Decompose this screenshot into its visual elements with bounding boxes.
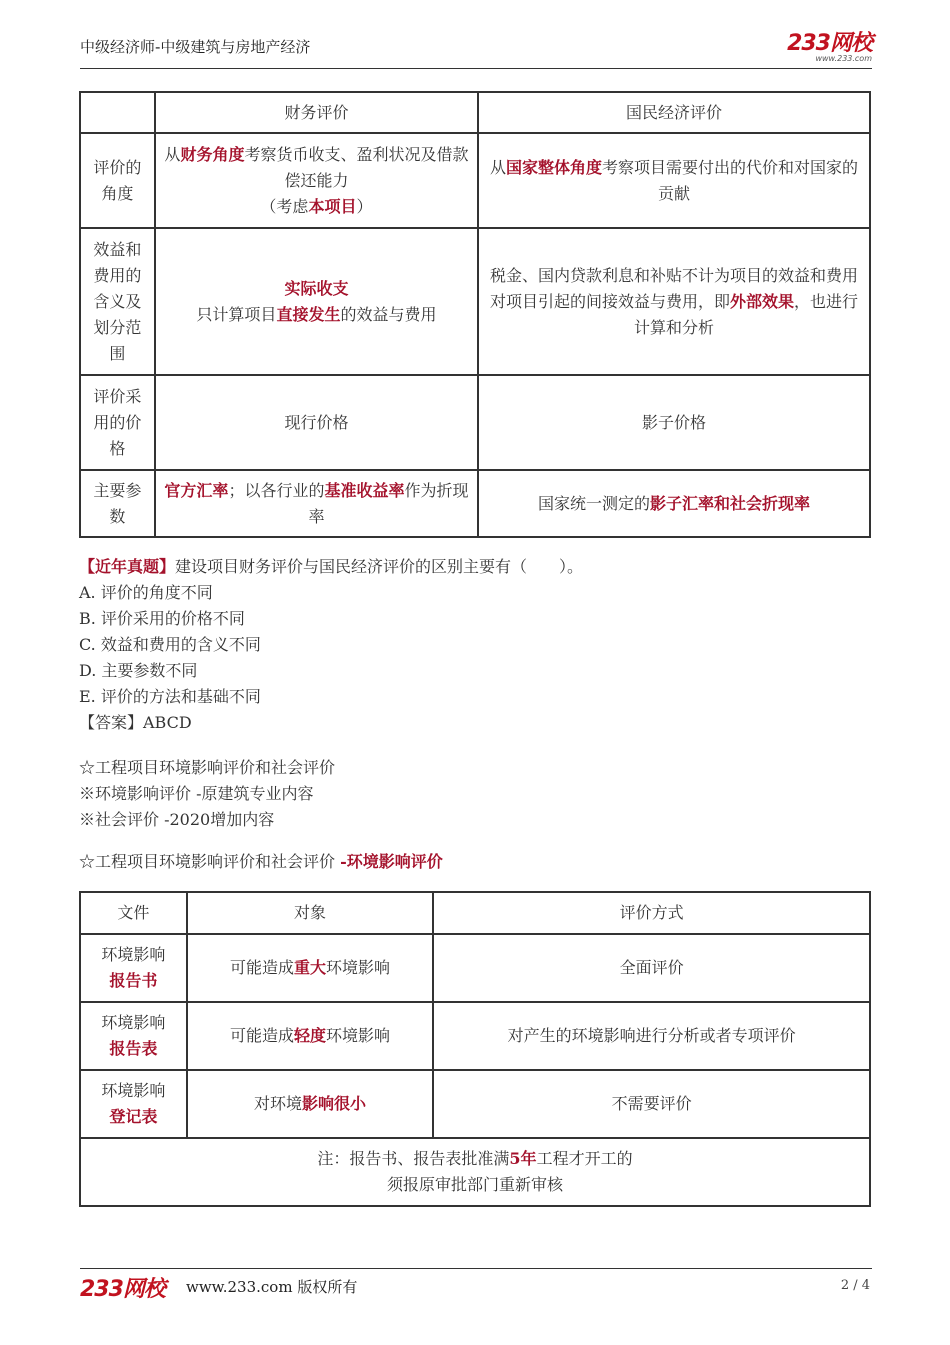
header-divider: [80, 68, 872, 69]
financial-cell: 现行价格: [155, 375, 478, 470]
financial-cell: [155, 470, 478, 537]
table-row: [80, 1002, 870, 1070]
national-cell: [478, 228, 870, 375]
text: 的效益与费用: [340, 304, 437, 324]
row-label: 效益和费用的含义及划分范围: [80, 228, 155, 375]
highlight: 影子汇率和社会折现率: [650, 493, 811, 513]
logo-mark: 233网校: [787, 31, 872, 56]
header-cell-national: 国民经济评价: [478, 92, 870, 133]
object-cell: [187, 1070, 433, 1138]
environment-assessment-table: [79, 891, 871, 1207]
note-cell: [80, 1138, 870, 1206]
text: ，也进行计算和分析: [634, 291, 859, 337]
text: 工程才开工的: [536, 1149, 633, 1168]
section-notes: [79, 755, 335, 833]
question-tag: 【近年真题】: [79, 557, 176, 576]
text: 税金、国内贷款利息和补贴不计为项目的效益和费用: [490, 265, 859, 285]
highlight: 轻度: [293, 1026, 326, 1045]
option-b: B. 评价采用的价格不同: [79, 609, 245, 628]
option-a: A. 评价的角度不同: [79, 583, 213, 602]
text: ）: [356, 196, 373, 216]
text: 注：报告书、报告表批准满: [317, 1149, 510, 1168]
text: 可能造成: [229, 1026, 294, 1045]
file-cell: [80, 1002, 187, 1070]
section-line: ※环境影响评价 -原建筑专业内容: [79, 784, 314, 803]
text: 可能造成: [229, 958, 294, 977]
text: ；以各行业的: [228, 480, 325, 500]
highlight: 外部效果: [730, 291, 795, 311]
highlight: 影响很小: [301, 1094, 366, 1113]
highlight: 直接发生: [276, 304, 341, 324]
highlight: 官方汇率: [164, 480, 229, 500]
header-cell-object: 对象: [187, 892, 433, 934]
footer-divider: [80, 1268, 872, 1269]
text: 国家统一测定的: [538, 493, 651, 513]
method-cell: 不需要评价: [433, 1070, 870, 1138]
table-row: [80, 133, 870, 228]
highlight: 基准收益率: [324, 480, 405, 500]
table-header-row: [80, 92, 870, 133]
section-title: [79, 849, 443, 875]
financial-cell: [155, 228, 478, 375]
highlight: 报告表: [109, 1039, 158, 1058]
header-cell-file: 文件: [80, 892, 187, 934]
row-label: 主要参数: [80, 470, 155, 537]
option-e: E. 评价的方法和基础不同: [79, 687, 261, 706]
highlight: 5年: [509, 1149, 537, 1168]
table-row: [80, 228, 870, 375]
national-cell: [478, 470, 870, 537]
footer-copyright: www.233.com 版权所有: [186, 1278, 358, 1296]
text: 考察货币收支、盈利状况及借款偿还能力: [244, 144, 469, 190]
national-cell: 影子价格: [478, 375, 870, 470]
section-line: ☆工程项目环境影响评价和社会评价: [79, 758, 336, 777]
text: 环境影响: [325, 1026, 390, 1045]
option-c: C. 效益和费用的含义不同: [79, 635, 261, 654]
header-cell-financial: 财务评价: [155, 92, 478, 133]
text: 对环境: [253, 1094, 302, 1113]
comparison-table: [79, 91, 871, 538]
text: 须报原审批部门重新审核: [386, 1175, 563, 1194]
method-cell: 全面评价: [433, 934, 870, 1002]
answer: 【答案】ABCD: [79, 713, 192, 732]
highlight: 登记表: [109, 1107, 158, 1126]
national-cell: [478, 133, 870, 228]
text: 只计算项目: [196, 304, 277, 324]
highlight: 实际收支: [284, 278, 349, 298]
highlight: 国家整体角度: [506, 157, 603, 177]
question-block: [79, 554, 583, 736]
text: 环境影响: [101, 1013, 166, 1032]
row-label: 评价采用的价格: [80, 375, 155, 470]
highlight: 本项目: [308, 196, 357, 216]
question-text: 建设项目财务评价与国民经济评价的区别主要有（ ）。: [175, 557, 584, 576]
table-row: [80, 375, 870, 470]
text: 环境影响: [101, 945, 166, 964]
text: 对项目引起的间接效益与费用，即: [489, 291, 730, 311]
object-cell: [187, 934, 433, 1002]
table-row: [80, 470, 870, 537]
section-line: ※社会评价 -2020增加内容: [79, 810, 275, 829]
highlight: 报告书: [109, 971, 158, 990]
financial-cell: [155, 133, 478, 228]
page-number: 2 / 4: [840, 1278, 870, 1293]
file-cell: [80, 934, 187, 1002]
table-note-row: [80, 1138, 870, 1206]
section-title-text: ☆工程项目环境影响评价和社会评价: [79, 852, 341, 871]
table-header-row: [80, 892, 870, 934]
row-label: 评价的角度: [80, 133, 155, 228]
highlight: 重大: [293, 958, 326, 977]
text: 从: [489, 157, 506, 177]
text: 作为折现率: [308, 480, 469, 526]
text: 环境影响: [325, 958, 390, 977]
section-title-highlight: -环境影响评价: [340, 852, 443, 871]
method-cell: 对产生的环境影响进行分析或者专项评价: [433, 1002, 870, 1070]
header-cell-method: 评价方式: [433, 892, 870, 934]
brand-logo[interactable]: [787, 26, 872, 63]
text: （考虑: [260, 196, 309, 216]
text: 考察项目需要付出的代价和对国家的贡献: [602, 157, 859, 203]
table-row: [80, 934, 870, 1002]
file-cell: [80, 1070, 187, 1138]
table-row: [80, 1070, 870, 1138]
footer-logo[interactable]: 233网校: [80, 1277, 165, 1302]
text: 从: [164, 144, 181, 164]
object-cell: [187, 1002, 433, 1070]
option-d: D. 主要参数不同: [79, 661, 198, 680]
text: 环境影响: [101, 1081, 166, 1100]
highlight: 财务角度: [180, 144, 245, 164]
question-stem: [79, 554, 583, 580]
logo-url: www.233.com: [815, 54, 872, 63]
header-cell-empty: [80, 92, 155, 133]
document-header-title: 中级经济师-中级建筑与房地产经济: [80, 38, 311, 56]
